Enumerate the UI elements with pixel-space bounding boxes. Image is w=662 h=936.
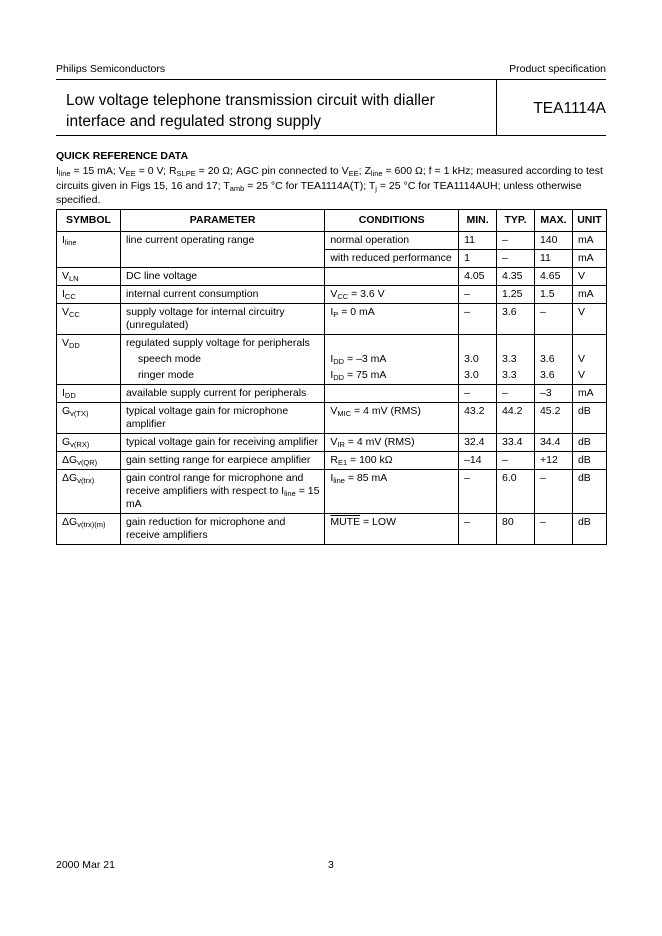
symbol-cell: $I_{line}$	[57, 232, 121, 268]
company-name: Philips Semiconductors	[56, 63, 166, 75]
table-row	[57, 434, 607, 452]
unit-cell: mA	[572, 250, 606, 268]
symbol-cell: $\Delta G_{v(QR)}$	[57, 452, 121, 470]
conditions-cell: with reduced performance	[325, 250, 459, 268]
parameter-cell: line current operating range	[120, 232, 324, 268]
condition-speech: $I_{DD} = -3$ mA	[330, 353, 387, 366]
typ-ringer: 3.3	[502, 369, 517, 381]
max-speech: 3.6	[539, 353, 555, 365]
section-conditions	[56, 164, 608, 208]
min-cell: 1	[459, 250, 497, 268]
conditions-cell: $V_{IR} = 4$ mV (RMS)	[325, 434, 459, 452]
max-cell: 45.2	[534, 403, 572, 434]
table-row	[57, 232, 607, 250]
parameter-cell	[120, 335, 324, 385]
max-cell: –3	[534, 385, 572, 403]
parameter-cell: typical voltage gain for microphone amplifier	[120, 403, 324, 434]
quick-reference-table	[56, 209, 607, 545]
min-cell: –	[459, 470, 497, 514]
parameter-cell: gain control range for microphone and receive amplifiers with respect to $I_{line} = 15$ mA	[120, 470, 324, 514]
table-row	[57, 304, 607, 335]
unit-cell: mA	[572, 286, 606, 304]
parameter-cell: gain setting range for earpiece amplifier	[120, 452, 324, 470]
min-cell: 11	[459, 232, 497, 250]
typ-cell	[497, 335, 535, 385]
typ-cell: 1.25	[497, 286, 535, 304]
parameter-cell: supply voltage for internal circuitry (unregulated)	[120, 304, 324, 335]
conditions-cell: $R_{E1} = 100$ kΩ	[325, 452, 459, 470]
conditions-cell	[325, 385, 459, 403]
unit-cell: dB	[572, 514, 606, 545]
typ-cell: 3.6	[497, 304, 535, 335]
symbol-cell: $G_{v(TX)}$	[57, 403, 121, 434]
parameter-cell: gain reduction for microphone and receive amplifiers	[120, 514, 324, 545]
unit-cell: mA	[572, 385, 606, 403]
table-row	[57, 470, 607, 514]
max-cell: 1.5	[534, 286, 572, 304]
typ-cell: –	[497, 232, 535, 250]
symbol-cell: $V_{DD}$	[57, 335, 121, 385]
min-cell: –14	[459, 452, 497, 470]
table-row	[57, 403, 607, 434]
table-row	[57, 385, 607, 403]
parameter-cell: typical voltage gain for receiving amplifier	[120, 434, 324, 452]
symbol-cell: $I_{DD}$	[57, 385, 121, 403]
table-row	[57, 268, 607, 286]
section-title: QUICK REFERENCE DATA	[56, 150, 189, 162]
max-ringer: 3.6	[539, 369, 555, 381]
col-unit: UNIT	[572, 210, 606, 232]
max-cell: +12	[534, 452, 572, 470]
typ-cell: –	[497, 250, 535, 268]
symbol-cell: $\Delta G_{v(trx)}$	[57, 470, 121, 514]
col-symbol: SYMBOL	[57, 210, 121, 232]
conditions-cell: $V_{CC} = 3.6$ V	[325, 286, 459, 304]
conditions-cell: MUTE = LOW	[325, 514, 459, 545]
conditions-cell: $I_P = 0$ mA	[325, 304, 459, 335]
unit-cell: dB	[572, 452, 606, 470]
max-cell: 140	[534, 232, 572, 250]
unit-speech: V	[577, 353, 585, 365]
typ-cell: 6.0	[497, 470, 535, 514]
footer-date: 2000 Mar 21	[56, 859, 115, 871]
parameter-sub-speech: speech mode	[137, 353, 201, 365]
symbol-cell: $V_{LN}$	[57, 268, 121, 286]
typ-cell: 4.35	[497, 268, 535, 286]
symbol-cell: $G_{v(RX)}$	[57, 434, 121, 452]
table-row	[57, 286, 607, 304]
parameter-cell: available supply current for peripherals	[120, 385, 324, 403]
parameter-cell: internal current consumption	[120, 286, 324, 304]
symbol-cell: $V_{CC}$	[57, 304, 121, 335]
col-max: MAX.	[534, 210, 572, 232]
typ-cell: 44.2	[497, 403, 535, 434]
min-cell: 32.4	[459, 434, 497, 452]
col-conditions: CONDITIONS	[325, 210, 459, 232]
title-divider	[496, 79, 497, 135]
typ-cell: 80	[497, 514, 535, 545]
conditions-cell: normal operation	[325, 232, 459, 250]
min-cell: –	[459, 286, 497, 304]
symbol-cell: $I_{CC}$	[57, 286, 121, 304]
typ-cell: 33.4	[497, 434, 535, 452]
conditions-cell: $V_{MIC} = 4$ mV (RMS)	[325, 403, 459, 434]
condition-ringer: $I_{DD} = 75$ mA	[330, 369, 387, 382]
table-row	[57, 452, 607, 470]
conditions-formatted: $I_{line} = 15$ mA; $V_{EE} = 0$ V; $R_{SLPE} = 20$ Ω; AGC pin connected to $V_{EE}$; $Z_{line} = 600$ Ω; f = 1 kHz; measured according to test circuits given in Figs 15, 16 and 17; $T_{amb} = 25$ °C for TEA1114A(T); $T_j = 25$ °C for TEA1114AUH; unless otherwise specified.	[56, 165, 603, 206]
unit-cell: mA	[572, 232, 606, 250]
document-type: Product specification	[509, 63, 606, 75]
min-cell: 4.05	[459, 268, 497, 286]
table-row	[57, 514, 607, 545]
max-cell: –	[534, 470, 572, 514]
symbol-cell: $\Delta G_{v(trx)(m)}$	[57, 514, 121, 545]
max-cell: –	[534, 514, 572, 545]
max-cell: –	[534, 304, 572, 335]
unit-ringer: V	[577, 369, 585, 381]
table-header-row	[57, 210, 607, 232]
unit-cell: V	[572, 304, 606, 335]
min-ringer: 3.0	[464, 369, 479, 381]
col-parameter: PARAMETER	[120, 210, 324, 232]
col-min: MIN.	[459, 210, 497, 232]
unit-cell: dB	[572, 403, 606, 434]
unit-cell: dB	[572, 434, 606, 452]
conditions-cell: $I_{line} = 85$ mA	[325, 470, 459, 514]
typ-speech: 3.3	[502, 353, 517, 365]
header-rule-bottom	[56, 135, 606, 136]
parameter-cell: DC line voltage	[120, 268, 324, 286]
col-typ: TYP.	[497, 210, 535, 232]
max-cell	[534, 335, 572, 385]
max-cell: 11	[534, 250, 572, 268]
typ-cell: –	[497, 452, 535, 470]
typ-cell: –	[497, 385, 535, 403]
document-title: Low voltage telephone transmission circuit with dialler interface and regulated strong supply	[66, 92, 435, 130]
unit-cell	[572, 335, 606, 385]
min-cell: 43.2	[459, 403, 497, 434]
page-number: 3	[328, 859, 334, 871]
min-cell: –	[459, 514, 497, 545]
min-cell	[459, 335, 497, 385]
max-cell: 34.4	[534, 434, 572, 452]
min-cell: –	[459, 304, 497, 335]
min-speech: 3.0	[464, 353, 479, 365]
min-cell: –	[459, 385, 497, 403]
parameter-sub-ringer: ringer mode	[137, 369, 194, 381]
table-row	[57, 335, 607, 385]
header-rule-top	[56, 79, 606, 80]
unit-cell: V	[572, 268, 606, 286]
unit-cell: dB	[572, 470, 606, 514]
max-cell: 4.65	[534, 268, 572, 286]
parameter-main: regulated supply voltage for peripherals	[125, 337, 310, 349]
part-number: TEA1114A	[533, 100, 606, 117]
conditions-cell	[325, 335, 459, 385]
conditions-cell	[325, 268, 459, 286]
